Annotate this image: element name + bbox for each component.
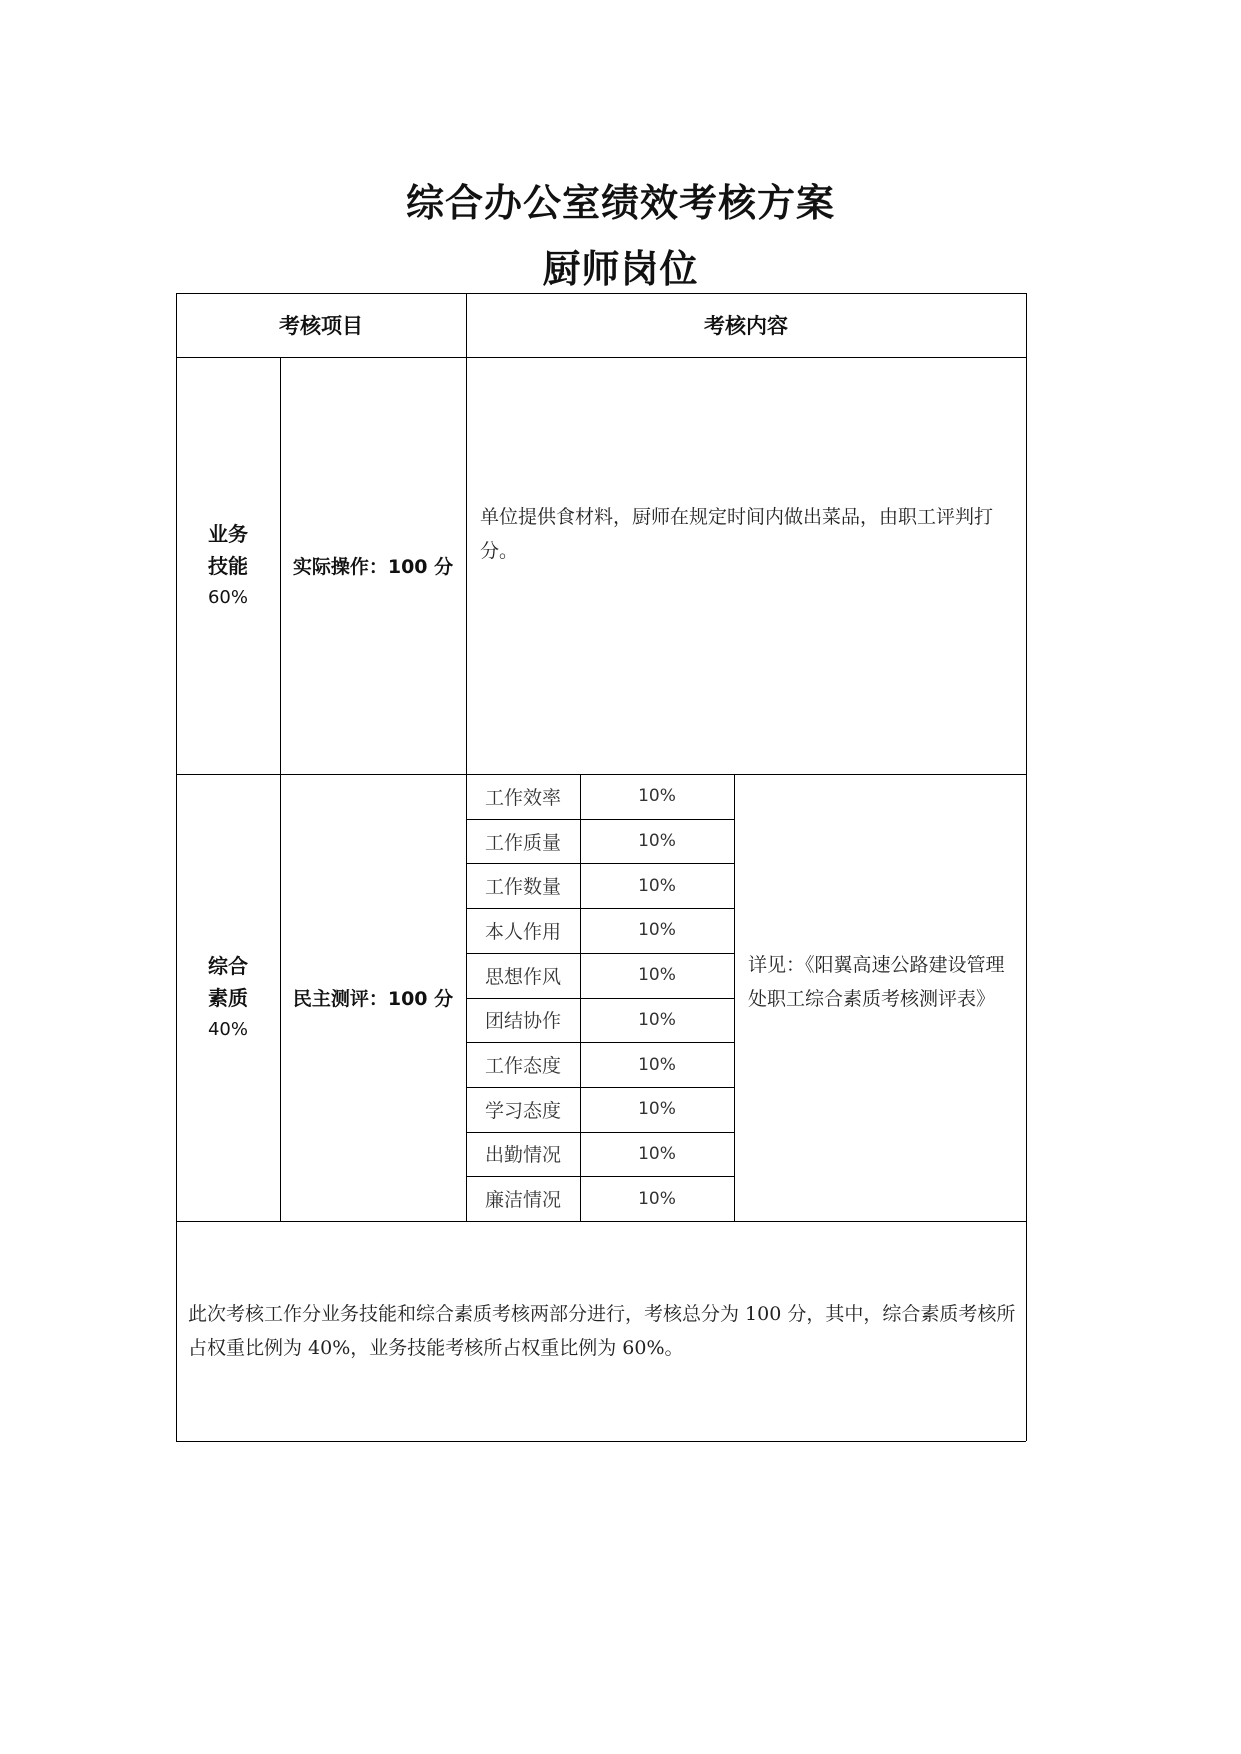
- table-border-right: [1026, 293, 1027, 1441]
- business-skill-label-2: 技能: [208, 553, 248, 578]
- business-skill-weight: 60%: [207, 586, 248, 608]
- business-skill-label-1: 业务: [208, 521, 248, 546]
- business-skill-content: 单位提供食材料，厨师在规定时间内做出菜品，由职工评判打分。: [480, 506, 994, 562]
- quality-weight: 40%: [207, 1018, 248, 1040]
- quality-item-weight: 10%: [638, 831, 676, 852]
- quality-item-weight: 10%: [638, 965, 676, 986]
- quality-label-1: 综合: [208, 953, 248, 978]
- quality-item-name: 工作效率: [484, 786, 561, 809]
- quality-note: 详见：《阳翼高速公路建设管理处职工综合素质考核测评表》: [748, 954, 1005, 1010]
- quality-item-weight: 10%: [638, 920, 676, 941]
- summary-text: 此次考核工作分业务技能和综合素质考核两部分进行，考核总分为 100 分，其中，综合素质考核所占权重比例为 40%，业务技能考核所占权重比例为 60%。: [188, 1303, 1016, 1359]
- business-skill-method: 实际操作：100 分: [292, 556, 454, 578]
- quality-item-name: 思想作风: [484, 965, 561, 988]
- quality-item-weight: 10%: [638, 1009, 676, 1030]
- table-divider: [734, 774, 735, 1221]
- quality-item-weight: 10%: [638, 1099, 676, 1120]
- quality-method: 民主测评：100 分: [292, 988, 454, 1010]
- quality-item-name: 工作质量: [484, 831, 561, 854]
- quality-label-2: 素质: [208, 985, 248, 1010]
- quality-item-name: 团结协作: [484, 1010, 561, 1033]
- quality-category: [176, 774, 280, 1221]
- quality-item-name: 工作态度: [484, 1055, 561, 1078]
- header-item: 考核项目: [279, 314, 363, 338]
- quality-item-name: 本人作用: [484, 920, 561, 943]
- table-border-bottom: [176, 1441, 1026, 1442]
- document-title: 综合办公室绩效考核方案: [405, 181, 835, 225]
- quality-item-name: 出勤情况: [484, 1144, 561, 1167]
- quality-item-weight: 10%: [638, 1143, 676, 1164]
- quality-item-weight: 10%: [638, 786, 676, 807]
- quality-item-weight: 10%: [638, 1054, 676, 1075]
- quality-item-name: 工作数量: [484, 876, 561, 899]
- business-skill-category: [176, 357, 280, 774]
- document-subtitle: 厨师岗位: [542, 247, 699, 291]
- quality-item-name: 廉洁情况: [484, 1189, 561, 1212]
- quality-item-weight: 10%: [638, 875, 676, 896]
- table-divider: [176, 1221, 1026, 1222]
- quality-item-name: 学习态度: [484, 1099, 561, 1122]
- quality-item-weight: 10%: [638, 1188, 676, 1209]
- header-content: 考核内容: [704, 314, 788, 338]
